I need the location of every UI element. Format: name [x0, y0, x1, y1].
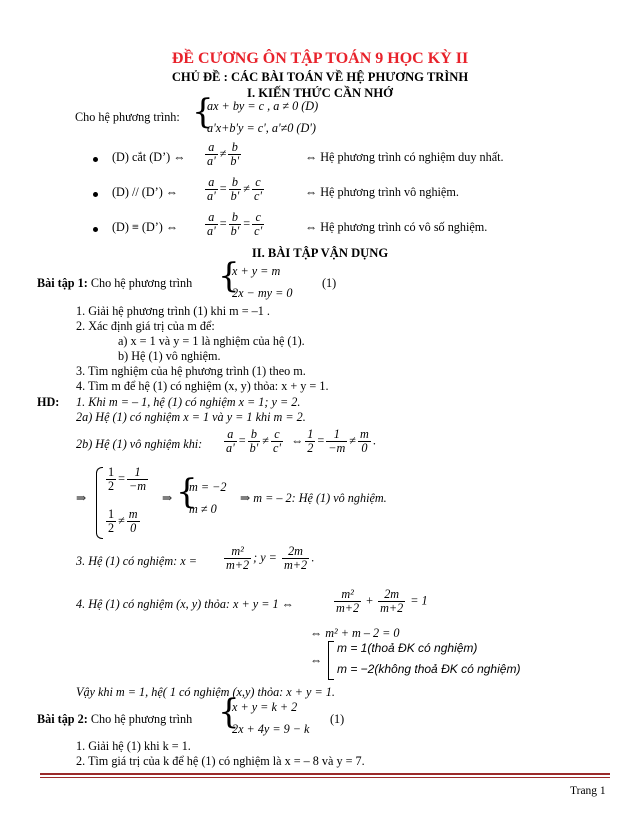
exercise-1-item: a) x = 1 và y = 1 là nghiệm của hệ (1).: [118, 334, 305, 348]
hd-step-2b-result: ⇒ m = – 2: Hệ (1) vô nghiệm.: [240, 491, 387, 505]
hd-step-4: 4. Hệ (1) có nghiệm (x, y) thỏa: x + y = 1 ⇔: [76, 597, 294, 611]
bullet-3-condition: $\frac{a}{a'}$ = $\frac{b}{b'}$ = $\frac{c}{c'}$: [207, 210, 263, 238]
bullet-3-left: (D) ≡ (D’) ⇔: [112, 220, 179, 234]
hd-step-4-formula: $\frac{\text{m²}}{m+2}$ + $\frac{2m}{m+2}$ = 1: [336, 587, 428, 615]
bullet-dot: [93, 192, 98, 197]
exercise-1-label: Bài tập 1:: [37, 276, 88, 290]
hd-conclusion: Vậy khi m = 1, hệ( 1 có nghiệm (x,y) thỏa: x + y = 1.: [76, 685, 335, 699]
exercise-2-text: Cho hệ phương trình: [90, 712, 193, 726]
exercise-2-eq-2: 2x + 4y = 9 − k: [232, 722, 310, 736]
hd-step-3-formula: $\frac{\text{m²}}{m+2}$ ; y = $\frac{2m}{m+2}$ .: [226, 544, 315, 572]
implies-arrow: ⇒: [162, 491, 173, 505]
footer-rule: [40, 773, 610, 775]
footer-rule-thin: [40, 777, 610, 778]
equivalent-arrow: ⇔: [310, 653, 323, 667]
system-line-1: ax + by = c , a ≠ 0 (D): [207, 99, 319, 113]
bullet-2-left: (D) // (D’) ⇔: [112, 185, 178, 199]
bullet-1-left: (D) cắt (D’) ⇔: [112, 150, 186, 164]
exercise-1-text: Cho hệ phương trình: [90, 276, 193, 290]
hd-step-4-case-1: m = 1(thoả ĐK có nghiệm): [337, 641, 478, 655]
hd-step-4-equation: ⇔ m² + m – 2 = 0: [310, 626, 400, 640]
exercise-1-eq-2: 2x − my = 0: [232, 286, 293, 300]
page-number: Trang 1: [570, 785, 606, 797]
exercise-1-item: 2. Xác định giá trị của m để:: [76, 319, 215, 333]
exercise-1-item: b) Hệ (1) vô nghiệm.: [118, 349, 221, 363]
section-heading-1: I. KIẾN THỨC CẦN NHỚ: [247, 86, 393, 100]
bullet-2-condition: $\frac{a}{a'}$ = $\frac{b}{b'}$ ≠ $\frac{c}{c'}$: [207, 175, 263, 203]
system-brace: {: [192, 92, 214, 132]
document-subtitle: CHỦ ĐỀ : CÁC BÀI TOÁN VỀ HỆ PHƯƠNG TRÌNH: [171, 70, 469, 84]
system-brace: [96, 467, 103, 539]
bullet-1-result: ⇔ Hệ phương trình có nghiệm duy nhất.: [305, 150, 504, 164]
system-line-2: a'x+b'y = c', a'≠0 (D'): [207, 121, 316, 135]
exercise-1-heading: [37, 276, 192, 291]
hd-step-2a: 2a) Hệ (1) có nghiệm x = 1 và y = 1 khi m = 2.: [76, 410, 306, 424]
bullet-3-result: ⇔ Hệ phương trình có vô số nghiệm.: [305, 220, 488, 234]
hd-label: HD:: [37, 395, 60, 409]
exercise-1-brace: {: [218, 256, 240, 296]
exercise-2-item: 1. Giải hệ (1) khi k = 1.: [76, 739, 191, 753]
exercise-2-item: 2. Tìm giá trị của k để hệ (1) có nghiệm là x = – 8 và y = 7.: [76, 754, 365, 768]
exercise-1-number: (1): [322, 276, 337, 290]
exercise-1-item: 1. Giải hệ phương trình (1) khi m = –1 .: [76, 304, 270, 318]
exercise-2-label: Bài tập 2:: [37, 712, 88, 726]
system-row-2: $\frac{1}{2}$ ≠ $\frac{m}{0}$: [108, 507, 138, 535]
hd-step-1: 1. Khi m = – 1, hệ (1) có nghiệm x = 1; y = 2.: [76, 395, 301, 409]
system-m-row-2: m ≠ 0: [189, 502, 217, 516]
section-heading-2: II. BÀI TẬP VẬN DỤNG: [251, 246, 389, 260]
exercise-2-number: (1): [330, 712, 345, 726]
document-title: ĐỀ CƯƠNG ÔN TẬP TOÁN 9 HỌC KỲ II: [171, 50, 469, 67]
exercise-2-eq-1: x + y = k + 2: [232, 700, 298, 714]
implies-arrow: ⇒: [76, 491, 87, 505]
system-m-row-1: m = −2: [189, 480, 227, 494]
exercise-2-heading: [37, 712, 192, 727]
hd-step-3: 3. Hệ (1) có nghiệm: x =: [76, 554, 197, 568]
exercise-1-item: 4. Tìm m để hệ (1) có nghiệm (x, y) thỏa: x + y = 1.: [76, 379, 329, 393]
exercise-1-item: 3. Tìm nghiệm của hệ phương trình (1) theo m.: [76, 364, 306, 378]
hd-step-2b-condition: $\frac{a}{a'}$ = $\frac{b}{b'}$ ≠ $\frac{c}{c'}$ ⇔ $\frac{1}{2}$ = $\frac{1}{-m}$ ≠ $\frac{m}{0}$ .: [226, 427, 376, 455]
bullet-1-condition: $\frac{a}{a'}$ ≠ $\frac{b}{b'}$: [207, 140, 240, 168]
case-bracket: [328, 641, 334, 680]
exercise-1-eq-1: x + y = m: [232, 264, 281, 278]
exercise-2-brace: {: [218, 692, 240, 732]
hd-step-4-case-2: m = −2(không thoả ĐK có nghiệm): [337, 662, 521, 676]
system-brace: {: [176, 472, 198, 512]
intro-label: Cho hệ phương trình:: [75, 110, 180, 124]
bullet-dot: [93, 227, 98, 232]
bullet-dot: [93, 157, 98, 162]
hd-step-2b: 2b) Hệ (1) vô nghiệm khi:: [76, 437, 203, 451]
bullet-2-result: ⇔ Hệ phương trình vô nghiệm.: [305, 185, 459, 199]
system-row-1: $\frac{1}{2}$ = $\frac{1}{-m}$: [108, 465, 146, 493]
